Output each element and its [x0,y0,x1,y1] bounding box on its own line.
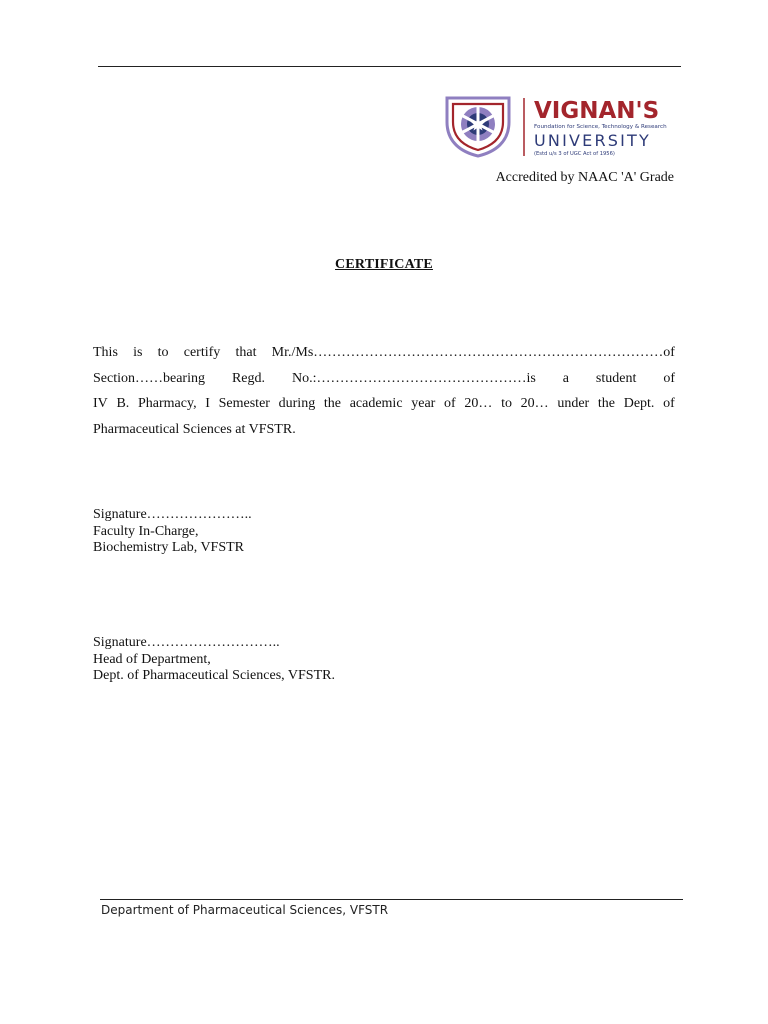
body-line-3 [93,393,675,419]
signatory-role: Head of Department, [93,651,211,667]
body-line-2 [93,368,675,394]
body-word: under [557,396,590,411]
body-word: I [205,396,210,411]
body-word: year [411,396,436,411]
body-word: Dept. [623,396,655,411]
body-word: Section……bearing [93,370,205,386]
shield-emblem-icon [447,98,509,156]
header-rule [98,66,681,67]
body-word: B. [116,396,130,411]
body-word: 20… [520,396,549,411]
body-word: of [663,396,675,411]
body-word: that [235,345,257,360]
body-word: of [444,396,456,411]
university-logo [437,88,687,162]
body-word: This [93,345,118,360]
signatory-unit: Biochemistry Lab, VFSTR [93,540,245,555]
signature-line: Signature……………………….. [93,635,280,650]
body-word: Mr./Ms…………………………………………………………………of [271,345,675,360]
logo-established: (Estd u/s 3 of UGC Act of 1956) [534,151,615,157]
hod-signature-block [93,635,335,685]
accreditation-text: Accredited by NAAC 'A' Grade [495,170,674,185]
body-word: Semester [218,396,270,411]
signatory-unit: Dept. of Pharmaceutical Sciences, VFSTR. [93,668,335,683]
logo-university: UNIVERSITY [534,131,651,150]
certificate-title: CERTIFICATE [335,257,433,272]
body-word: student [595,370,637,386]
body-word: certify [183,345,221,360]
signature-line: Signature………………….. [93,507,252,522]
body-word: to [501,396,512,411]
body-word: a [562,370,569,386]
logo-name: VIGNAN'S [534,98,660,124]
footer-department: Department of Pharmaceutical Sciences, VFSTR [101,903,389,917]
body-word: 20… [464,396,493,411]
certificate-body [93,342,675,444]
signatory-role: Faculty In-Charge, [93,523,199,539]
body-word: during [278,396,316,411]
body-word: Pharmaceutical Sciences at VFSTR. [93,421,296,437]
body-word: is [133,345,143,360]
body-word: Pharmacy, [138,396,197,411]
body-line-1 [93,342,675,368]
body-word: Regd. [231,370,265,386]
body-word: of [663,370,675,386]
footer-rule [100,899,683,900]
body-word: the [597,396,616,411]
body-word: the [323,396,341,411]
body-word: to [157,345,169,360]
faculty-signature-block [93,507,252,557]
logo-tagline: Foundation for Science, Technology & Research [534,124,667,130]
body-line-4 [93,419,675,445]
body-word: IV [93,396,108,411]
body-word: No.:………………………………………is [291,370,536,386]
body-word: academic [349,396,403,411]
